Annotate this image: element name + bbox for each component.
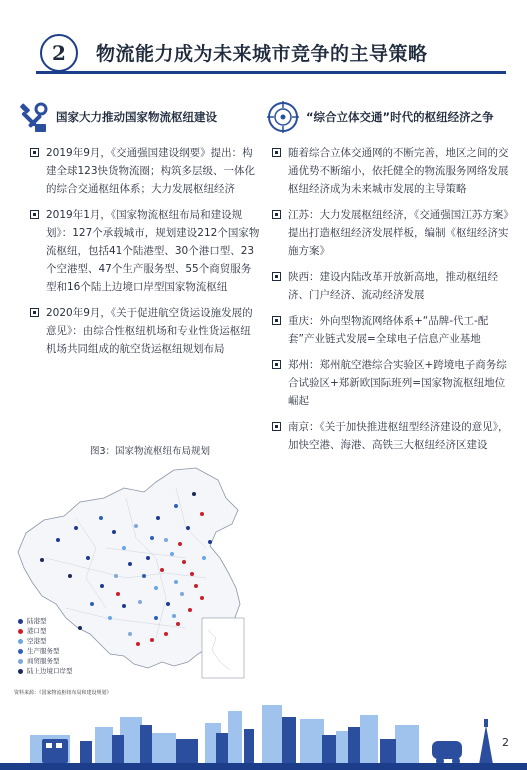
square-bullet-icon xyxy=(272,422,281,431)
square-bullet-icon xyxy=(30,148,39,157)
legend-dot-icon xyxy=(18,659,23,664)
legend-item: 陆港型 xyxy=(18,616,73,626)
list-item xyxy=(266,356,514,410)
page-title: 物流能力成为未来城市竞争的主导策略 xyxy=(96,43,428,65)
city-skyline-illustration xyxy=(0,705,527,770)
right-section-header xyxy=(266,100,514,136)
legend-dot-icon xyxy=(18,669,23,674)
legend-dot-icon xyxy=(18,629,23,634)
map-legend xyxy=(18,616,73,676)
list-item xyxy=(16,304,261,358)
page-header xyxy=(36,30,506,74)
square-bullet-icon xyxy=(272,148,281,157)
figure-source: 资料来源：《国家物流枢纽布局和建设规划》 xyxy=(14,690,112,696)
left-section-header xyxy=(16,100,261,136)
list-item xyxy=(266,268,514,304)
list-item-text: 2020年9月，《关于促进航空货运设施发展的意见》：由综合性枢纽机场和专业性货运枢纽机场共同组成的航空货运枢纽规划布局 xyxy=(46,307,253,355)
square-bullet-icon xyxy=(272,210,281,219)
target-icon xyxy=(266,100,300,134)
square-bullet-icon xyxy=(272,360,281,369)
square-bullet-icon xyxy=(30,210,39,219)
list-item-text: 郑州：郑州航空港综合实验区+跨境电子商务综合试验区+郑新欧国际班列=国家物流枢纽地位崛起 xyxy=(288,359,507,407)
left-column xyxy=(16,100,261,366)
list-item-text: 南京：《关于加快推进枢纽型经济建设的意见》，加快空港、海港、高铁三大枢纽经济区建设 xyxy=(288,421,509,451)
legend-item: 空港型 xyxy=(18,636,73,646)
list-item xyxy=(266,144,514,198)
south-china-sea-inset xyxy=(202,618,244,678)
figure-caption: 图3：国家物流枢纽布局规划 xyxy=(89,446,211,457)
list-item xyxy=(266,418,514,454)
header-divider xyxy=(36,71,506,74)
legend-dot-icon xyxy=(18,649,23,654)
list-item-text: 陕西：建设内陆改革开放新高地，推动枢纽经济、门户经济、流动经济发展 xyxy=(288,271,498,301)
section-number-badge: 2 xyxy=(40,34,78,72)
list-item-text: 2019年9月，《交通强国建设纲要》提出：构建全球123快货物流圈；构筑多层级、一体化的综合交通枢纽体系；大力发展枢纽经济 xyxy=(46,147,256,195)
list-item xyxy=(266,206,514,260)
legend-item: 生产服务型 xyxy=(18,646,73,656)
list-item-text: 2019年1月，《国家物流枢纽布局和建设规划》：127个承载城市，规划建设212个国家物流枢纽，包括41个陆港型、30个港口型、23个空港型、47个生产服务型、55个商贸服务型和16个陆上边境口岸型国家物流枢纽 xyxy=(46,209,260,293)
right-bullet-list xyxy=(266,144,514,454)
left-section-title: 国家大力推动国家物流枢纽建设 xyxy=(56,110,217,124)
legend-item: 港口型 xyxy=(18,626,73,636)
legend-dot-icon xyxy=(18,639,23,644)
legend-dot-icon xyxy=(18,619,23,624)
list-item xyxy=(16,144,261,198)
list-item-text: 江苏：大力发展枢纽经济，《交通强国江苏方案》提出打造枢纽经济发展样板，编制《枢纽经济实施方案》 xyxy=(288,209,514,257)
square-bullet-icon xyxy=(272,316,281,325)
list-item-text: 重庆：外向型物流网络体系+“品牌-代工-配套”产业链式发展=全球电子信息产业基地 xyxy=(288,315,489,345)
right-section-title: “综合立体交通”时代的枢纽经济之争 xyxy=(306,110,494,124)
page-number: 2 xyxy=(502,736,509,749)
legend-item: 商贸服务型 xyxy=(18,656,73,666)
list-item-text: 随着综合立体交通网的不断完善，地区之间的交通优势不断缩小，依托健全的物流服务网络发展枢纽经济成为未来城市发展的主导策略 xyxy=(288,147,509,195)
left-bullet-list xyxy=(16,144,261,358)
right-column xyxy=(266,100,514,462)
list-item xyxy=(266,312,514,348)
list-item xyxy=(16,206,261,296)
square-bullet-icon xyxy=(30,308,39,317)
legend-item: 陆上边境口岸型 xyxy=(18,666,73,676)
square-bullet-icon xyxy=(272,272,281,281)
tools-icon xyxy=(16,100,50,134)
